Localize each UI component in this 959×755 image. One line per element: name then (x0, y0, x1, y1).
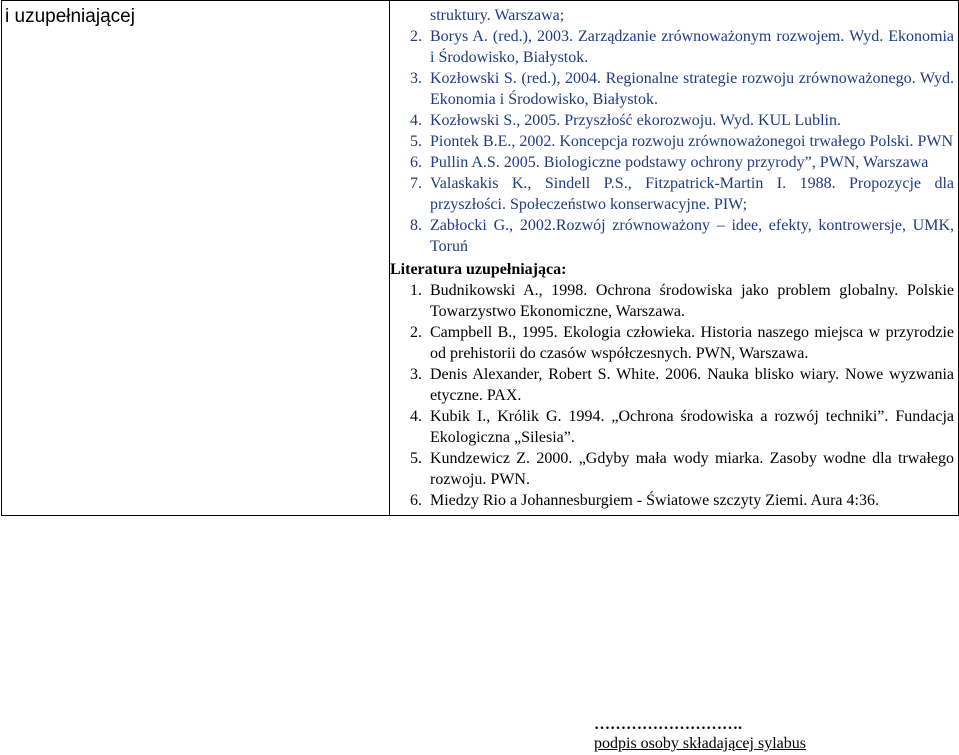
signature-label: podpis osoby składającej sylabus (594, 735, 806, 752)
list-number: 4. (410, 112, 422, 129)
signature-line: ………………………. (594, 716, 742, 733)
list-number: 8. (410, 217, 422, 234)
row-label-cell (2, 1, 390, 516)
citation-text: Denis Alexander, Robert S. White. 2006. Nauka blisko wiary. Nowe wyzwania etyczne. PAX. (430, 366, 954, 404)
basic-literature-list (410, 5, 954, 257)
basic-literature-item (410, 131, 954, 152)
basic-literature-item (410, 152, 954, 173)
citation-text: Kozłowski S. (red.), 2004. Regionalne strategie rozwoju zrównoważonego. Wyd. Ekonomia i Środowisko, Białystok. (430, 70, 954, 108)
basic-literature-item (410, 215, 954, 257)
citation-text: Kubik I., Królik G. 1994. „Ochrona środowiska a rozwój techniki”. Fundacja Ekologiczna „Silesia”. (430, 408, 954, 446)
supplementary-literature-item (410, 490, 954, 511)
citation-text: Zabłocki G., 2002.Rozwój zrównoważony – idee, efekty, kontrowersje, UMK, Toruń (430, 217, 954, 255)
basic-literature-item (410, 26, 954, 68)
citation-text: Piontek B.E., 2002. Koncepcja rozwoju zrównoważonegoi trwałego Polski. PWN (430, 133, 954, 150)
list-number: 7. (410, 175, 422, 192)
supplementary-literature-list (410, 280, 954, 511)
literature-table (1, 0, 959, 516)
literature-content (390, 1, 958, 515)
row-label: i uzupełniającej (5, 6, 135, 27)
citation-text: Miedzy Rio a Johannesburgiem - Światowe szczyty Ziemi. Aura 4:36. (430, 492, 879, 509)
supplementary-literature-item (410, 280, 954, 322)
list-number: 5. (410, 133, 422, 150)
citation-text: Budnikowski A., 1998. Ochrona środowiska jako problem globalny. Polskie Towarzystwo Ekonomiczne, Warszawa. (430, 282, 954, 320)
list-item-continuation: struktury. Warszawa; (430, 7, 565, 24)
list-number: 5. (410, 450, 422, 467)
signature-block (594, 715, 806, 753)
supplementary-literature-item (410, 406, 954, 448)
supplementary-literature-item (410, 364, 954, 406)
list-number: 6. (410, 154, 422, 171)
citation-text: Valaskakis K., Sindell P.S., Fitzpatrick-Martin I. 1988. Propozycje dla przyszłości. Społeczeństwo konserwacyjne. PIW; (430, 175, 954, 213)
list-number: 6. (410, 492, 422, 509)
list-number: 2. (410, 324, 422, 341)
list-number: 2. (410, 28, 422, 45)
citation-text: Pullin A.S. 2005. Biologiczne podstawy ochrony przyrody”, PWN, Warszawa (430, 154, 929, 171)
list-number: 4. (410, 408, 422, 425)
list-number: 3. (410, 366, 422, 383)
citation-text: Kozłowski S., 2005. Przyszłość ekorozwoju. Wyd. KUL Lublin. (430, 112, 841, 129)
literature-row (2, 1, 959, 516)
supplementary-literature-item (410, 322, 954, 364)
citation-text: Kundzewicz Z. 2000. „Gdyby mała wody miarka. Zasoby wodne dla trwałego rozwoju. PWN. (430, 450, 954, 488)
list-number: 1. (410, 282, 422, 299)
basic-literature-item (410, 68, 954, 110)
citation-text: Borys A. (red.), 2003. Zarządzanie zrównoważonym rozwojem. Wyd. Ekonomia i Środowisko, Białystok. (430, 28, 954, 66)
basic-literature-item (410, 173, 954, 215)
basic-literature-item (410, 110, 954, 131)
literature-content-cell (390, 1, 959, 516)
supplementary-literature-item (410, 448, 954, 490)
list-number: 3. (410, 70, 422, 87)
citation-text: Campbell B., 1995. Ekologia człowieka. Historia naszego miejsca w przyrodzie od prehistorii do czasów współczesnych. PWN, Warszawa. (430, 324, 954, 362)
supplementary-literature-header: Literatura uzupełniająca: (390, 261, 567, 278)
